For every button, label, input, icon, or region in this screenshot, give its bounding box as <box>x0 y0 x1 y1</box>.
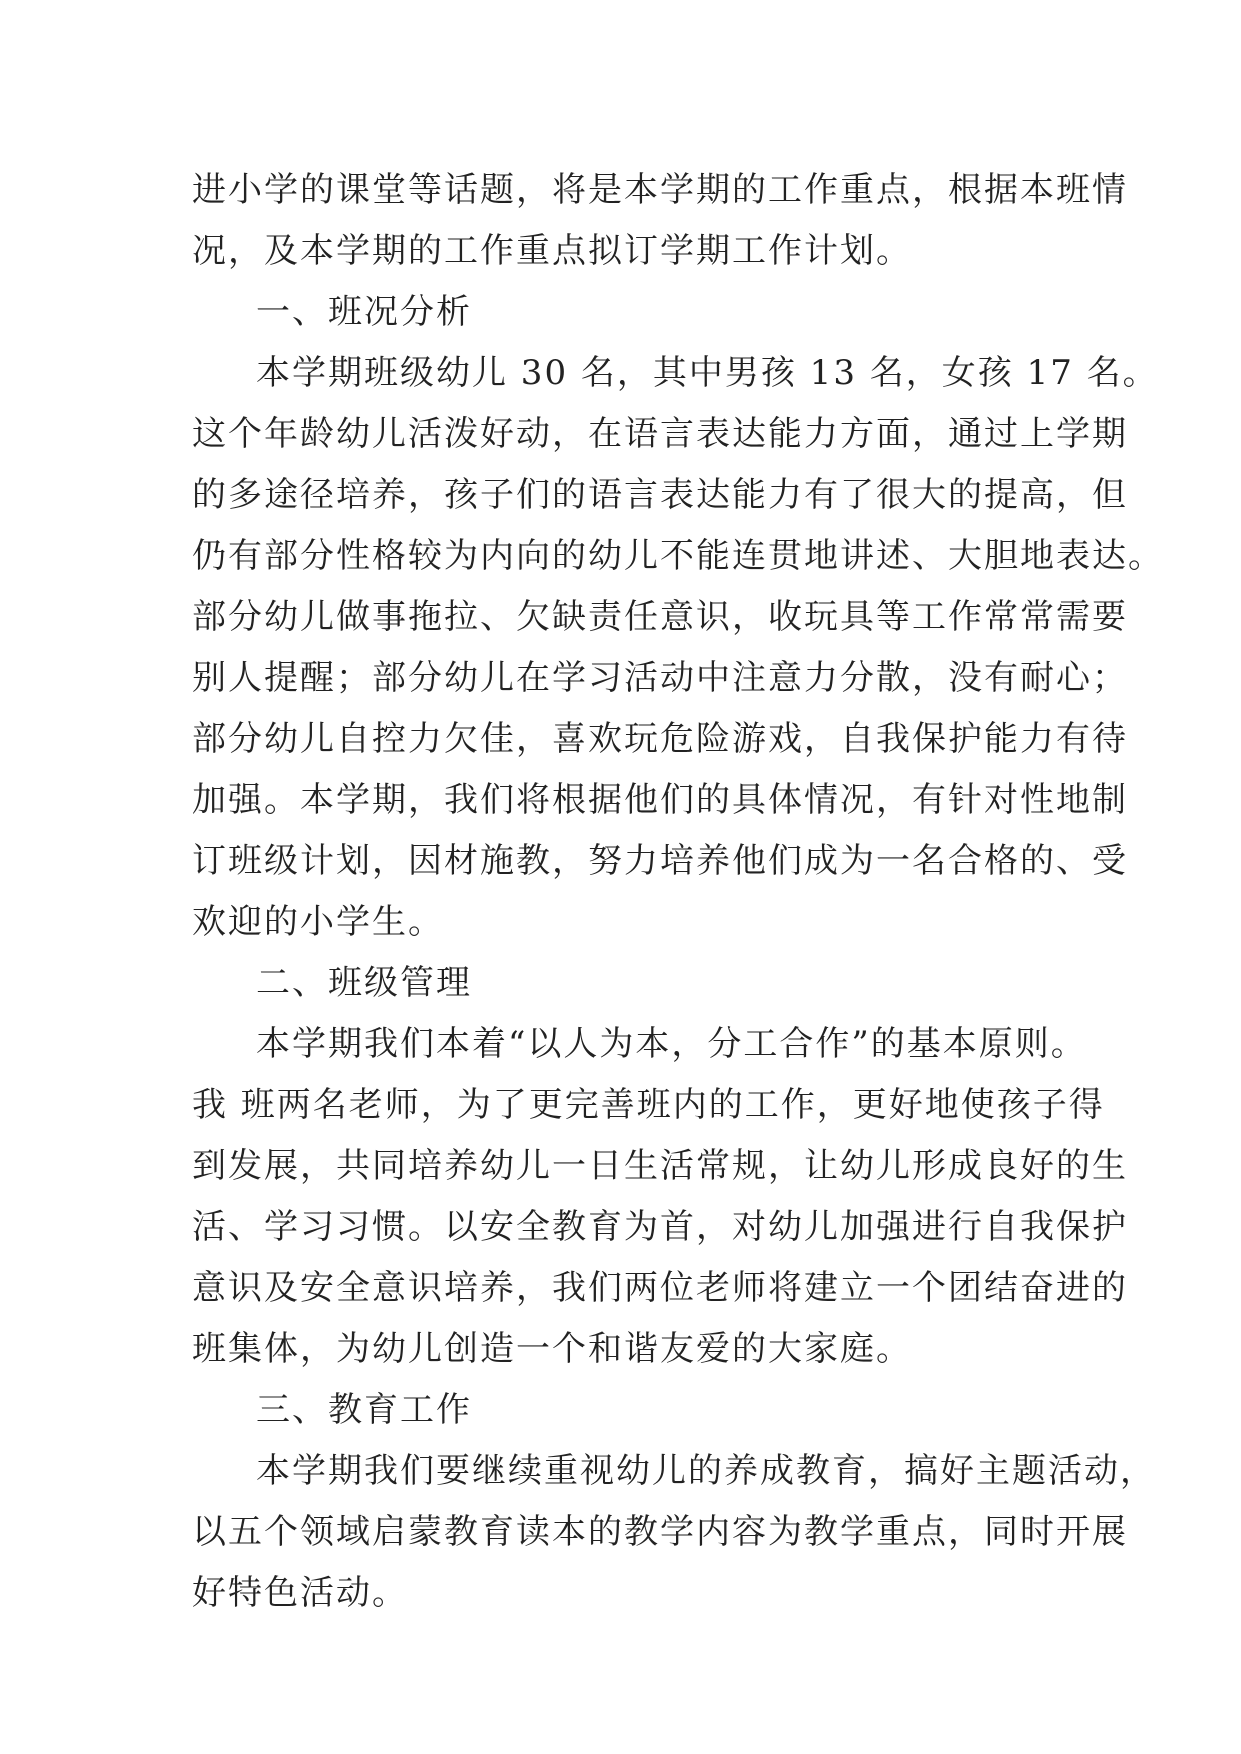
paragraph-line: 意识及安全意识培养，我们两位老师将建立一个团结奋进的 <box>192 1268 1128 1308</box>
paragraph-line: 别人提醒；部分幼儿在学习活动中注意力分散，没有耐心； <box>192 658 1128 698</box>
paragraph-line: 到发展，共同培养幼儿一日生活常规，让幼儿形成良好的生 <box>192 1146 1128 1186</box>
paragraph-line: 我 班两名老师，为了更完善班内的工作，更好地使孩子得 <box>192 1085 1105 1125</box>
document-body <box>192 160 1164 1624</box>
paragraph-line: 以五个领域启蒙教育读本的教学内容为教学重点，同时开展 <box>192 1512 1128 1552</box>
paragraph-line: 部分幼儿自控力欠佳，喜欢玩危险游戏，自我保护能力有待 <box>192 719 1128 759</box>
paragraph-line: 部分幼儿做事拖拉、欠缺责任意识，收玩具等工作常常需要 <box>192 597 1128 637</box>
paragraph-line: 好特色活动。 <box>192 1573 408 1613</box>
paragraph-line: 班集体，为幼儿创造一个和谐友爱的大家庭。 <box>192 1329 912 1369</box>
paragraph-line: 活、学习习惯。以安全教育为首，对幼儿加强进行自我保护 <box>192 1207 1128 1247</box>
paragraph-line: 本学期我们本着“以人为本，分工合作”的基本原则。 <box>256 1024 1087 1064</box>
section-heading: 三、教育工作 <box>256 1390 472 1430</box>
paragraph-line: 欢迎的小学生。 <box>192 902 444 942</box>
section-heading: 二、班级管理 <box>256 963 472 1003</box>
paragraph-line: 况，及本学期的工作重点拟订学期工作计划。 <box>192 231 912 271</box>
paragraph-line: 本学期我们要继续重视幼儿的养成教育，搞好主题活动， <box>256 1451 1156 1491</box>
paragraph-line: 这个年龄幼儿活泼好动，在语言表达能力方面，通过上学期 <box>192 414 1128 454</box>
paragraph-line: 订班级计划，因材施教，努力培养他们成为一名合格的、受 <box>192 841 1128 881</box>
paragraph-line: 进小学的课堂等话题，将是本学期的工作重点，根据本班情 <box>192 170 1128 210</box>
section-heading: 一、班况分析 <box>256 292 472 332</box>
paragraph-line: 加强。本学期，我们将根据他们的具体情况，有针对性地制 <box>192 780 1128 820</box>
paragraph-line: 本学期班级幼儿 30 名，其中男孩 13 名，女孩 17 名。 <box>256 353 1159 393</box>
paragraph-line: 仍有部分性格较为内向的幼儿不能连贯地讲述、大胆地表达。 <box>192 536 1164 576</box>
paragraph-line: 的多途径培养，孩子们的语言表达能力有了很大的提高，但 <box>192 475 1128 515</box>
